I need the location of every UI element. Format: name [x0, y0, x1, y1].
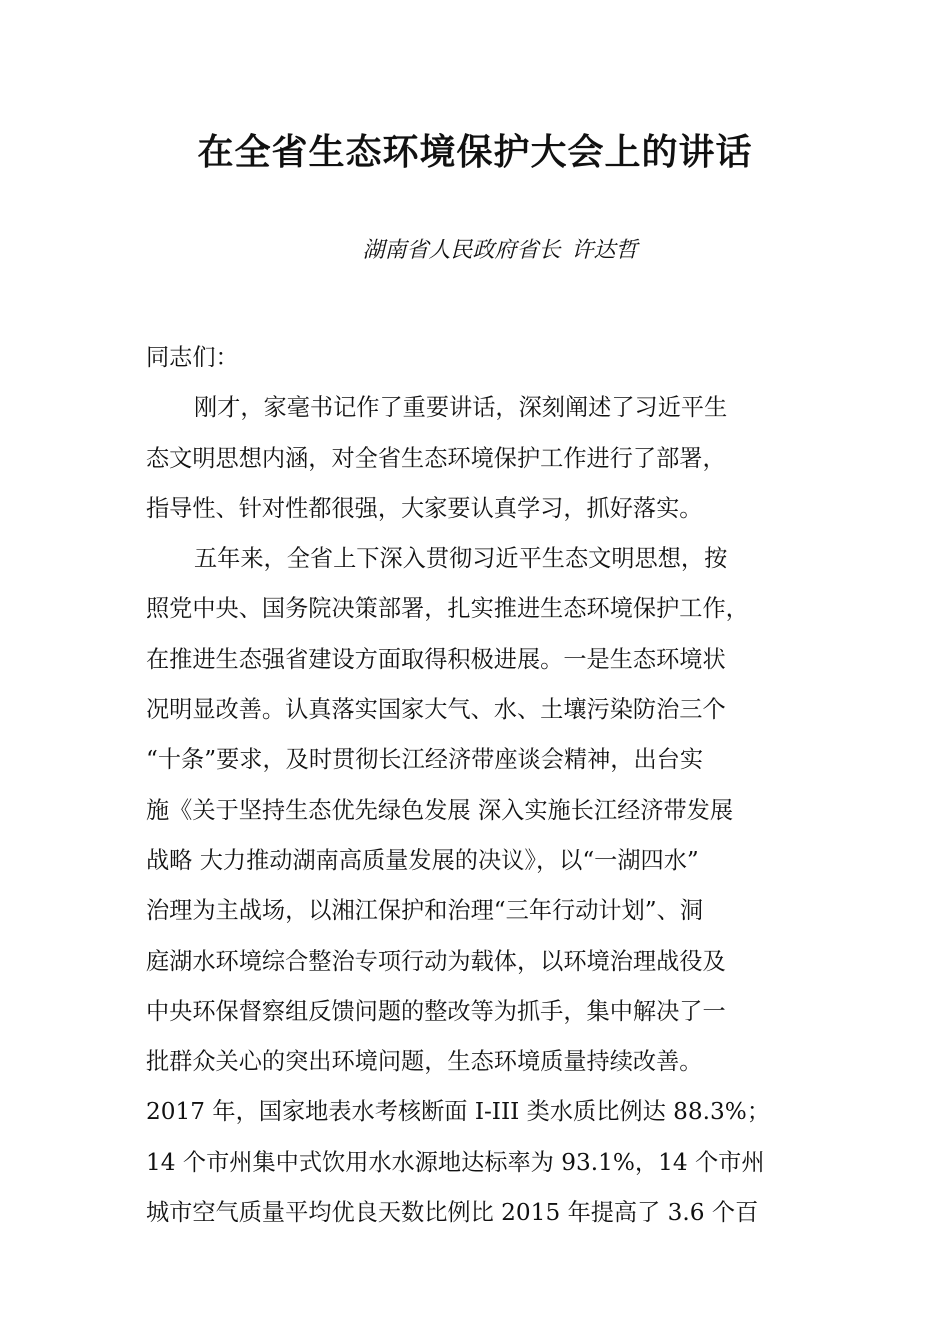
document-title: 在全省生态环境保护大会上的讲话	[197, 131, 753, 173]
paragraph-line: 五年来，全省上下深入贯彻习近平生态文明思想，按	[194, 545, 728, 573]
paragraph-line: 态文明思想内涵，对全省生态环境保护工作进行了部署，	[146, 444, 726, 472]
paragraph-line: 2017 年，国家地表水考核断面 I-III 类水质比例达 88.3%；	[146, 1098, 770, 1126]
paragraph-line: 施《关于坚持生态优先绿色发展 深入实施长江经济带发展	[146, 796, 734, 824]
paragraph	[146, 534, 796, 1238]
paragraph-line: 指导性、针对性都很强，大家要认真学习，抓好落实。	[146, 494, 703, 522]
paragraph-line: 城市空气质量平均优良天数比例比 2015 年提高了 3.6 个百	[146, 1199, 759, 1227]
document-body	[146, 333, 796, 1238]
paragraph-line: 庭湖水环境综合整治专项行动为载体，以环境治理战役及	[146, 947, 726, 975]
paragraph-line: 照党中央、国务院决策部署，扎实推进生态环境保护工作，	[146, 595, 749, 623]
author-line: 湖南省人民政府省长 许达哲	[362, 238, 638, 263]
paragraph-line: “十条”要求，及时贯彻长江经济带座谈会精神，出台实	[146, 746, 704, 774]
paragraph-line: 批群众关心的突出环境问题，生态环境质量持续改善。	[146, 1048, 703, 1076]
paragraph-line: 中央环保督察组反馈问题的整改等为抓手，集中解决了一	[146, 997, 726, 1025]
paragraph-line: 治理为主战场，以湘江保护和治理“三年行动计划”、洞	[146, 897, 704, 925]
paragraph	[146, 383, 796, 534]
paragraph-line: 14 个市州集中式饮用水水源地达标率为 93.1%，14 个市州	[146, 1148, 765, 1176]
paragraph-line: 刚才，家毫书记作了重要讲话，深刻阐述了习近平生	[194, 394, 728, 422]
paragraph-line: 况明显改善。认真落实国家大气、水、土壤污染防治三个	[146, 696, 726, 724]
paragraph-line: 在推进生态强省建设方面取得积极进展。一是生态环境状	[146, 645, 726, 673]
paragraph-line: 战略 大力推动湖南高质量发展的决议》，以“一湖四水”	[146, 846, 699, 874]
salutation: 同志们：	[146, 344, 239, 371]
